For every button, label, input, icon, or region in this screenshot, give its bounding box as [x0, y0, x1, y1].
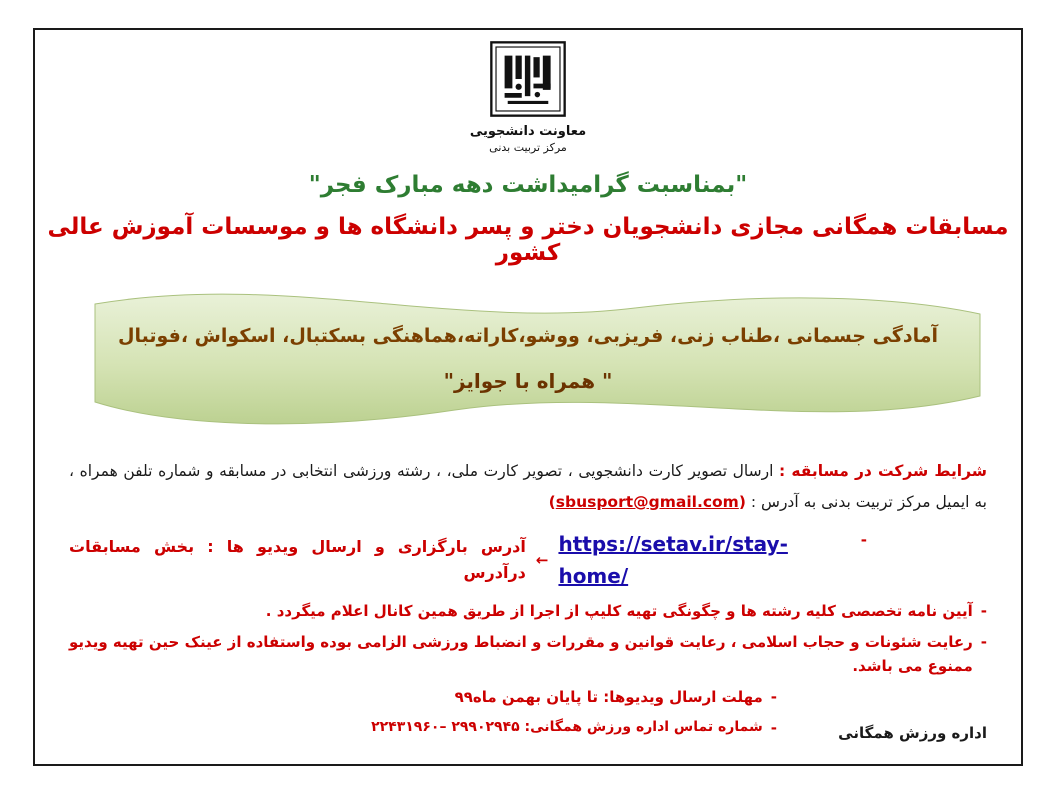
conditions-body-1: ارسال تصویر کارت دانشجویی ، تصویر کارت ملی، ، رشته ورزشی انتخابی در مسابقه و	[206, 462, 774, 480]
conditions-label: شرایط شرکت در مسابقه :	[779, 462, 987, 480]
sports-banner	[35, 284, 1021, 434]
bullet-label: آدرس بارگزاری و ارسال ویدیو ها : بخش مسابقات درآدرس	[69, 537, 526, 582]
poster-frame	[33, 28, 1023, 766]
list-item	[69, 716, 777, 740]
email-link[interactable]: sbusport@gmail.com	[555, 493, 739, 511]
conditions-paragraph	[69, 456, 987, 518]
email-paren-open: (	[548, 493, 556, 511]
bullet-label: شماره تماس اداره ورزش همگانی: ۲۹۹۰۲۹۴۵ –۲۲۴۳۱۹۶۰	[371, 719, 763, 735]
bullet-dash: -	[980, 602, 987, 620]
bullet-label: آیین نامه تخصصی کلیه رشته ها و چگونگی تهیه کلیپ از اجرا از طریق همین کانال اعلام میگردد .	[265, 602, 973, 620]
list-item	[69, 685, 777, 709]
bullet-label: رعایت شئونات و حجاب اسلامی ، رعایت قوانین و مقررات و انضباط ورزشی الزامی بوده واستفاده از عینک حین تهیه ویدیو ممنوع می باشد.	[69, 633, 973, 675]
email-paren-close: )	[738, 493, 746, 511]
banner-sports-list: آمادگی جسمانی ،طناب زنی، فریزبی، ووشو،کاراته،هماهنگی بسکتبال، اسکواش ،فوتبال	[117, 325, 939, 347]
bullet-dash: -	[770, 719, 777, 737]
list-item	[69, 528, 867, 592]
list-item	[69, 630, 987, 678]
footer-department: اداره ورزش همگانی	[838, 724, 987, 742]
headline-red: مسابقات همگانی مجازی دانشجویان دختر و پسر دانشگاه ها و موسسات آموزش عالی کشور	[47, 214, 1009, 266]
bullet-content	[69, 528, 853, 592]
competition-url-link[interactable]: https://setav.ir/stay-home/	[558, 532, 788, 588]
university-seal-icon	[489, 40, 567, 118]
banner-prize-text: " همراه با جوایز"	[443, 369, 613, 393]
logo-line-1: معاونت دانشجویی	[469, 124, 587, 139]
bullet-list	[69, 528, 987, 740]
arrow-icon: ←	[535, 551, 549, 569]
logo-block	[35, 30, 1021, 154]
bullet-dash: -	[770, 688, 777, 706]
bullet-dash: -	[860, 531, 867, 549]
list-item	[69, 599, 987, 623]
bullet-dash: -	[980, 633, 987, 651]
bullet-label: مهلت ارسال ویدیوها: تا پایان بهمن ماه۹۹	[454, 688, 763, 706]
headline-green: "بمناسبت گرامیداشت دهه مبارک فجر"	[308, 172, 748, 198]
email-group	[549, 487, 746, 518]
logo-line-2: مرکز تربیت بدنی	[489, 141, 567, 154]
conditions-body-2: شماره تلفن همراه ، به ایمیل مرکز تربیت بدنی به آدرس :	[69, 462, 987, 511]
